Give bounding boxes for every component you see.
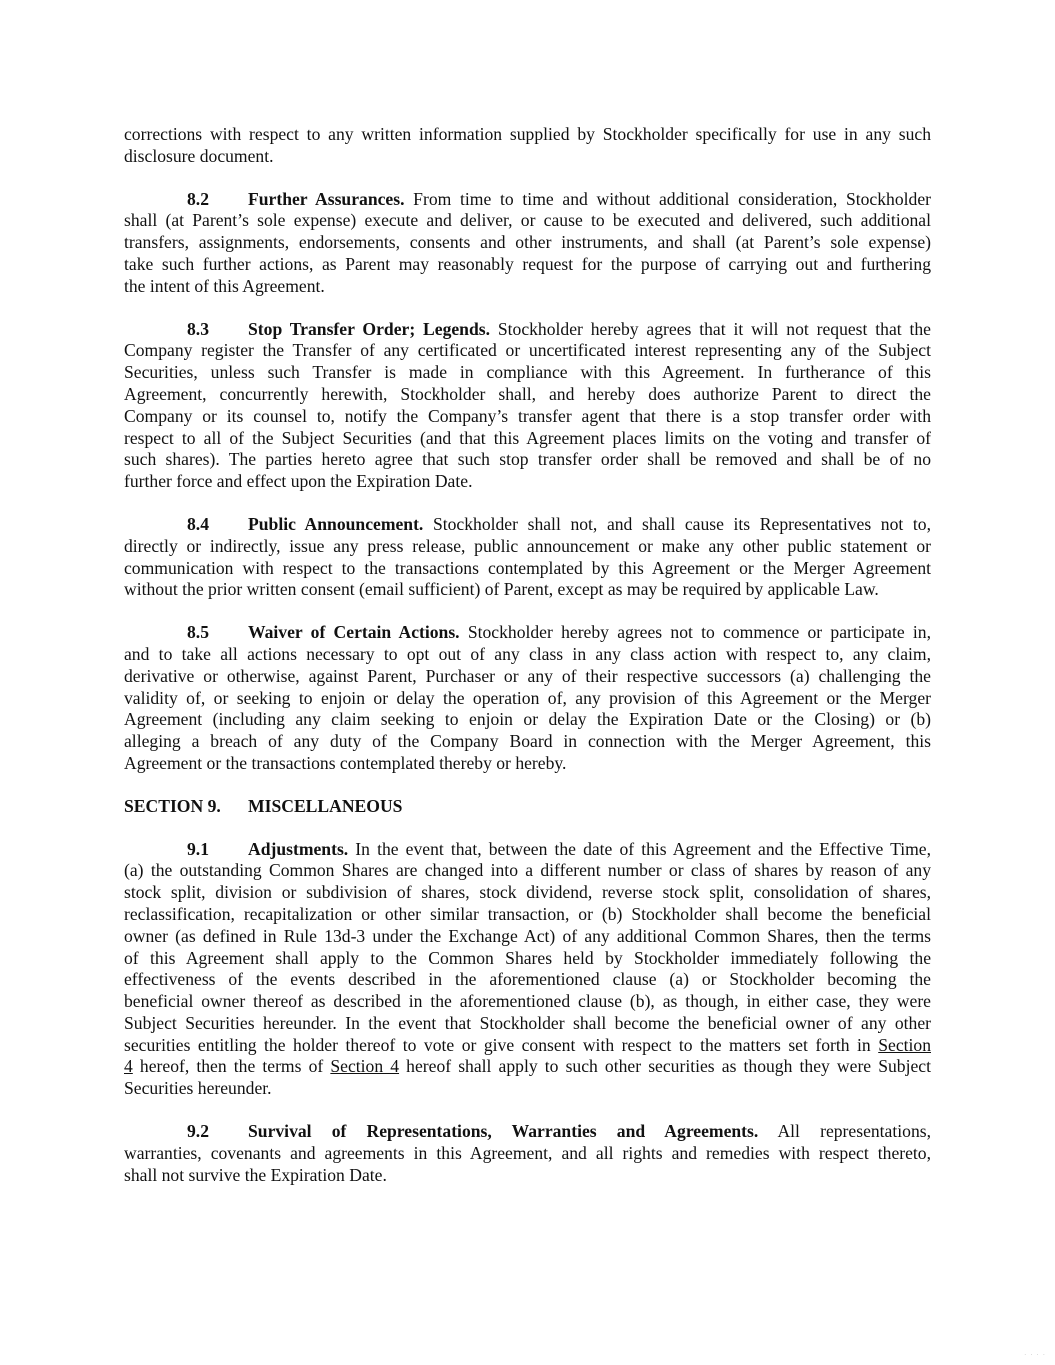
clause-8-3: [124, 319, 931, 493]
text-run: owner (as defined in Rule 13d-3 under the Exchange Act) of any additional Common Shares, then the terms: [124, 925, 931, 946]
text-run: Agreement or the transactions contemplated thereby or hereby.: [124, 752, 567, 773]
text-run: such shares). The parties hereto agree that such stop transfer order shall be removed and shall be of no: [124, 449, 931, 470]
text-run: Stockholder hereby agrees not to commence or participate in,: [459, 622, 931, 643]
text-line: [124, 579, 931, 601]
text-line: [124, 406, 931, 428]
text-line: [124, 839, 931, 861]
text-run: Company or its counsel to, notify the Company’s transfer agent that there is a stop transfer order with: [124, 405, 931, 426]
paragraph: [124, 124, 931, 168]
text-run: and to take all actions necessary to opt out of any class in any class action with respect to, any claim,: [124, 643, 931, 664]
text-run: Agreement (including any claim seeking to enjoin or delay the Expiration Date or the Closing) or (b): [124, 709, 931, 730]
text-run: effectiveness of the events described in the aforementioned clause (a) or Stockholder becoming the: [124, 969, 931, 990]
text-line: [124, 666, 931, 688]
clause-number: 9.2: [187, 1121, 209, 1142]
clause-9-2: [124, 1121, 931, 1186]
clause-8-5: [124, 622, 931, 775]
text-run: securities entitling the holder thereof to vote or give consent with respect to the matters set forth in: [124, 1034, 879, 1055]
text-line: [124, 384, 931, 406]
text-run: further force and effect upon the Expiration Date.: [124, 471, 473, 492]
text-line: [124, 362, 931, 384]
text-line: [124, 232, 931, 254]
text-run: communication with respect to the transactions contemplated by this Agreement or the Merger Agreement: [124, 557, 931, 578]
text-line: [124, 622, 931, 644]
text-run: All representations,: [758, 1121, 931, 1142]
text-line: [124, 340, 931, 362]
section-reference-link[interactable]: Section 4: [330, 1056, 400, 1077]
text-line: [124, 948, 931, 970]
text-run: Subject Securities hereunder. In the event that Stockholder shall become the beneficial owner of any other: [124, 1012, 931, 1033]
text-run: of this Agreement shall apply to the Common Shares held by Stockholder immediately following the: [124, 947, 931, 968]
text-run: take such further actions, as Parent may reasonably request for the purpose of carrying out and furthering: [124, 253, 931, 274]
text-line: [124, 1078, 931, 1100]
text-line: [124, 1035, 931, 1057]
text-line: [124, 514, 931, 536]
text-run: validity of, or seeking to enjoin or delay the operation of, any provision of this Agreement or the Merger: [124, 687, 931, 708]
section-heading-line: [124, 796, 931, 818]
clause-title: Stop Transfer Order; Legends.: [248, 318, 490, 339]
text-line: [124, 319, 931, 341]
text-run: Securities, unless such Transfer is made in compliance with this Agreement. In furtherance of this: [124, 362, 931, 383]
text-run: Stockholder shall not, and shall cause its Representatives not to,: [423, 513, 931, 534]
text-line: [124, 210, 931, 232]
clause-number: 8.4: [187, 513, 209, 534]
clause-title: Adjustments.: [248, 838, 349, 859]
text-run: stock split, division or subdivision of shares, stock dividend, reverse stock split, consolidation of shares,: [124, 882, 931, 903]
text-line: [124, 1165, 931, 1187]
text-line: [124, 860, 931, 882]
text-run: disclosure document.: [124, 145, 274, 166]
text-run: Securities hereunder.: [124, 1078, 272, 1099]
section-heading: [124, 796, 931, 818]
clause-8-2: [124, 189, 931, 298]
text-run: alleging a breach of any duty of the Company Board in connection with the Merger Agreement, this: [124, 731, 931, 752]
text-line: [124, 969, 931, 991]
text-run: Company register the Transfer of any certificated or uncertificated interest representing any of the Subject: [124, 340, 931, 361]
clause-title: Public Announcement.: [248, 513, 424, 534]
text-line: [124, 146, 931, 168]
scan-marks: ····: [1024, 1351, 1049, 1359]
text-run: Agreement, concurrently herewith, Stockholder shall, and hereby does authorize Parent to direct the: [124, 383, 931, 404]
text-run: hereof shall apply to such other securities as though they were Subject: [399, 1056, 931, 1077]
text-line: [124, 428, 931, 450]
clause-number: 8.2: [187, 188, 209, 209]
clause-title: Survival of Representations, Warranties and Agreements.: [248, 1121, 759, 1142]
text-line: [124, 276, 931, 298]
text-run: respect to all of the Subject Securities (and that this Agreement places limits on the voting and transfer of: [124, 427, 931, 448]
text-line: [124, 558, 931, 580]
text-line: [124, 254, 931, 276]
text-run: hereof, then the terms of: [132, 1056, 331, 1077]
text-line: [124, 991, 931, 1013]
text-run: without the prior written consent (email sufficient) of Parent, except as may be required by applicable Law.: [124, 579, 879, 600]
clause-title: Further Assurances.: [248, 188, 405, 209]
document-page: [124, 124, 931, 1207]
text-line: [124, 1121, 931, 1143]
section-number: SECTION 9.: [124, 795, 221, 816]
text-line: [124, 1143, 931, 1165]
text-line: [124, 731, 931, 753]
text-line: [124, 926, 931, 948]
text-line: [124, 882, 931, 904]
clause-number: 9.1: [187, 838, 209, 859]
text-line: [124, 1013, 931, 1035]
text-run: Stockholder hereby agrees that it will not request that the: [490, 318, 931, 339]
text-run: warranties, covenants and agreements in this Agreement, and all rights and remedies with respect thereto,: [124, 1142, 931, 1163]
text-run: reclassification, recapitalization or other similar transaction, or (b) Stockholder shall become the beneficial: [124, 903, 931, 924]
text-line: [124, 753, 931, 775]
clause-8-4: [124, 514, 931, 601]
clause-number: 8.3: [187, 318, 209, 339]
text-run: beneficial owner thereof as described in the aforementioned clause (b), as though, in either case, they were: [124, 991, 931, 1012]
text-line: [124, 709, 931, 731]
text-run: shall not survive the Expiration Date.: [124, 1164, 387, 1185]
text-line: [124, 904, 931, 926]
text-run: shall (at Parent’s sole expense) execute and deliver, or cause to be executed and delivered, such additional: [124, 210, 931, 231]
section-title: MISCELLANEOUS: [248, 795, 403, 816]
text-line: [124, 688, 931, 710]
text-line: [124, 644, 931, 666]
text-run: the intent of this Agreement.: [124, 275, 325, 296]
text-run: transfers, assignments, endorsements, consents and other instruments, and shall (at Parent’s sole expense): [124, 232, 931, 253]
text-line: [124, 449, 931, 471]
text-run: From time to time and without additional consideration, Stockholder: [404, 188, 931, 209]
text-run: In the event that, between the date of this Agreement and the Effective Time,: [348, 838, 931, 859]
clause-9-1: [124, 839, 931, 1101]
section-reference-link[interactable]: Section: [878, 1034, 931, 1055]
text-line: [124, 1056, 931, 1078]
text-line: [124, 536, 931, 558]
text-run: corrections with respect to any written information supplied by Stockholder specifically for use in any such: [124, 124, 931, 144]
clause-title: Waiver of Certain Actions.: [248, 622, 460, 643]
clause-number: 8.5: [187, 622, 209, 643]
text-line: [124, 124, 931, 146]
text-run: directly or indirectly, issue any press release, public announcement or make any other public statement or: [124, 535, 931, 556]
text-run: derivative or otherwise, against Parent, Purchaser or any of their respective successors (a) challenging the: [124, 665, 931, 686]
section-reference-link[interactable]: 4: [124, 1056, 133, 1077]
text-line: [124, 189, 931, 211]
text-run: (a) the outstanding Common Shares are changed into a different number or class of shares by reason of any: [124, 860, 931, 881]
text-line: [124, 471, 931, 493]
